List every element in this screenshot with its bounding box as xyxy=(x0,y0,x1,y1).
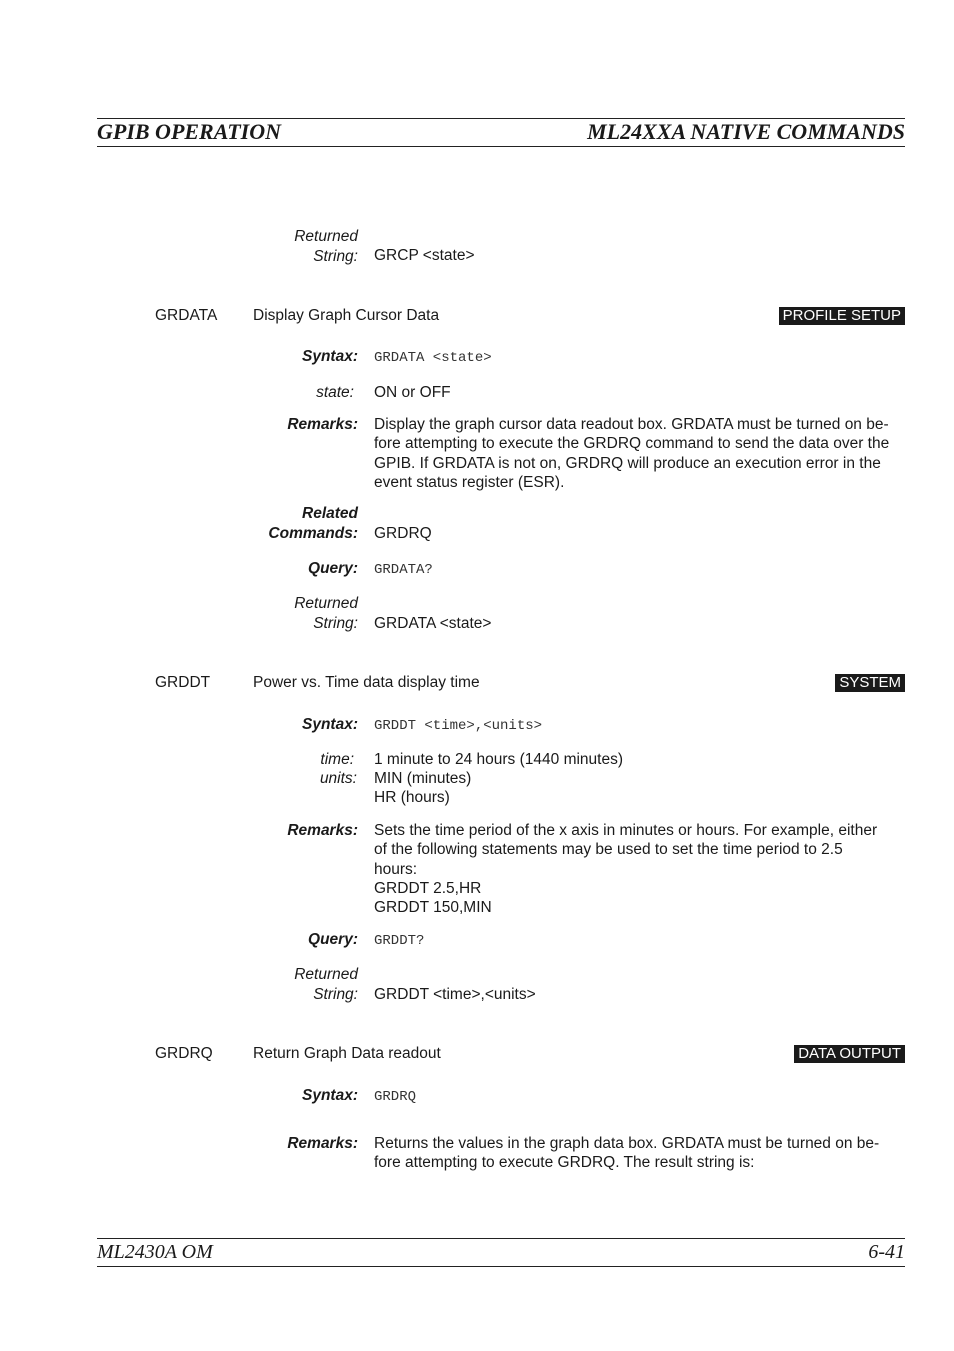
syntax-label: Syntax: xyxy=(302,716,358,733)
returned-value: GRCP <state> xyxy=(374,247,475,264)
query-label: Query: xyxy=(308,931,358,948)
state-value: ON or OFF xyxy=(374,384,451,401)
header-bottom-rule xyxy=(97,146,905,147)
units-value: MIN (minutes) HR (hours) xyxy=(374,770,472,807)
command-name-grdata: GRDATA xyxy=(155,307,218,324)
command-name-grdrq: GRDRQ xyxy=(155,1045,213,1062)
footer-page-number: 6-41 xyxy=(868,1241,905,1263)
state-label: state: xyxy=(316,384,354,401)
related-commands-label: Related Commands: xyxy=(268,505,358,542)
time-label: time: xyxy=(320,751,354,768)
remarks-text: Returns the values in the graph data box. GRDATA must be turned on be- fore attempting to execute GRDRQ. The result string is: xyxy=(374,1135,880,1172)
time-value: 1 minute to 24 hours (1440 minutes) xyxy=(374,751,623,768)
syntax-value: GRDDT <time>,<units> xyxy=(374,718,543,734)
query-value: GRDDT? xyxy=(374,933,425,949)
related-commands-value: GRDRQ xyxy=(374,525,432,542)
syntax-label: Syntax: xyxy=(302,348,358,365)
query-label: Query: xyxy=(308,560,358,577)
command-description-grdata: Display Graph Cursor Data xyxy=(253,307,440,324)
returned-label: Returned String: xyxy=(294,228,358,265)
remarks-text: Display the graph cursor data readout box. GRDATA must be turned on be- fore attempting to execute the GRDRQ command to send the data over the GPIB. If GRDATA is not on, GRDRQ will produce an execution error in the event status register (ESR). xyxy=(374,416,890,491)
footer-bottom-rule xyxy=(97,1266,905,1267)
header-section-title: GPIB OPERATION xyxy=(97,119,281,144)
command-name-grddt: GRDDT xyxy=(155,674,211,691)
syntax-label: Syntax: xyxy=(302,1087,358,1104)
category-badge-grddt: SYSTEM xyxy=(835,674,905,692)
header-chapter-title: ML24XXA NATIVE COMMANDS xyxy=(587,119,905,144)
remarks-label: Remarks: xyxy=(287,822,358,839)
category-badge-grdrq: DATA OUTPUT xyxy=(794,1045,905,1063)
query-value: GRDATA? xyxy=(374,562,433,578)
syntax-value: GRDATA <state> xyxy=(374,350,492,366)
units-label: units: xyxy=(319,770,357,787)
returned-value: GRDATA <state> xyxy=(374,615,492,632)
syntax-value: GRDRQ xyxy=(374,1089,417,1105)
category-badge-grdata: PROFILE SETUP xyxy=(779,307,905,325)
returned-label: Returned String: xyxy=(294,595,358,632)
returned-value: GRDDT <time>,<units> xyxy=(374,986,536,1003)
footer-top-rule xyxy=(97,1238,905,1239)
command-description-grddt: Power vs. Time data display time xyxy=(253,674,480,691)
footer-manual-name: ML2430A OM xyxy=(97,1241,213,1263)
command-description-grdrq: Return Graph Data readout xyxy=(253,1045,441,1062)
remarks-text: Sets the time period of the x axis in minutes or hours. For example, either of the following statements may be used to set the time period to 2.5 hours: GRDDT 2.5,HR GRDDT 150,MIN xyxy=(374,822,878,917)
remarks-label: Remarks: xyxy=(287,416,358,433)
returned-label: Returned String: xyxy=(294,966,358,1003)
remarks-label: Remarks: xyxy=(287,1135,358,1152)
